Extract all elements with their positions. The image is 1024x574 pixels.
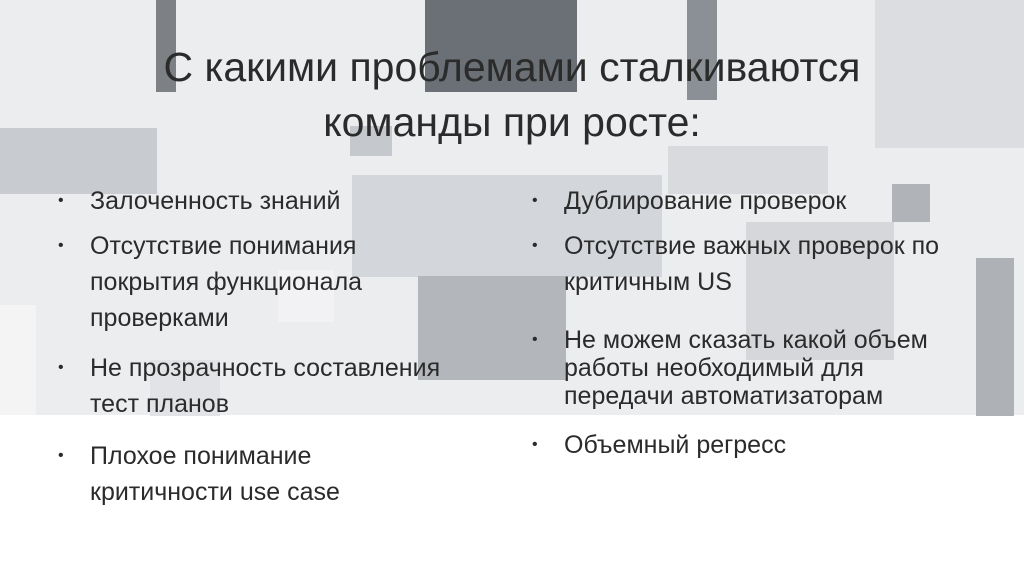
list-item: • Не можем сказать какой объем работы необходимый для передачи автоматизаторам <box>530 326 950 410</box>
title-line: С какими проблемами сталкиваются <box>163 44 861 90</box>
decor-square <box>0 305 36 415</box>
list-item: • Залоченность знаний <box>56 183 456 219</box>
left-bullet-list <box>56 183 456 510</box>
decor-square <box>976 258 1014 416</box>
slide-title <box>0 40 1024 150</box>
list-item: • Отсутствие важных проверок по критичным US <box>530 228 950 300</box>
title-line: команды при росте: <box>323 99 701 145</box>
list-item: • Плохое понимание критичности use case <box>56 438 456 510</box>
list-item: • Отсутствие понимания покрытия функционала проверками <box>56 228 456 336</box>
list-item: • Дублирование проверок <box>530 183 950 219</box>
list-item: • Не прозрачность составления тест планов <box>56 350 456 422</box>
list-item: • Объемный регресс <box>530 427 950 463</box>
right-bullet-list <box>530 183 950 463</box>
